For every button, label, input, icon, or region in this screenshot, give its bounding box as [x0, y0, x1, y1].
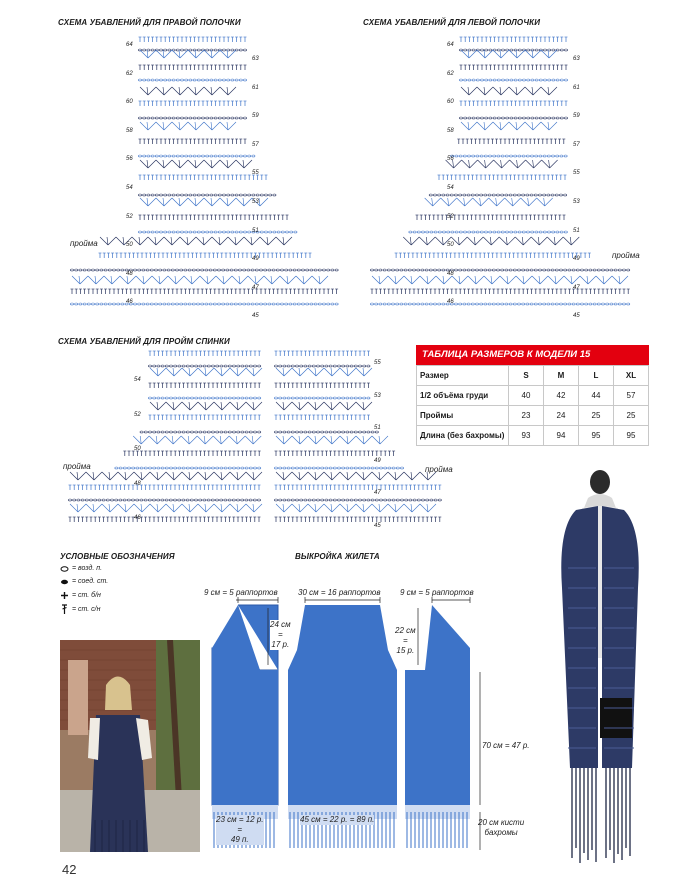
row-number: 63 — [573, 56, 580, 62]
row-number: 55 — [252, 170, 259, 177]
table-cell: 57 — [614, 386, 649, 406]
size-table-header: Размер — [417, 366, 509, 386]
size-table-header: S — [509, 366, 544, 386]
row-number: 53 — [573, 199, 580, 205]
size-table-header: M — [544, 366, 579, 386]
body-length-label: 70 см = 47 р. — [482, 741, 530, 750]
row-number: 48 — [447, 270, 454, 277]
legend-text: = ст. б/н — [72, 592, 101, 599]
page-number: 42 — [62, 862, 77, 877]
left-front-heading: СХЕМА УБАВЛЕНИЙ ДЛЯ ЛЕВОЙ ПОЛОЧКИ — [363, 18, 541, 27]
back-heading: СХЕМА УБАВЛЕНИЙ ДЛЯ ПРОЙМ СПИНКИ — [58, 337, 230, 346]
table-cell: 93 — [509, 426, 544, 446]
back-bottom-label: 45 см = 22 р. = 89 п. — [300, 815, 375, 824]
table-cell: 1/2 объёма груди — [417, 386, 509, 406]
armhole-right-label: 22 см = 15 р. — [395, 626, 416, 655]
row-number: 46 — [447, 299, 454, 306]
legend-text: = соед. ст. — [72, 578, 109, 585]
row-number: 63 — [252, 56, 259, 62]
row-number: 51 — [573, 227, 580, 234]
row-number: 61 — [573, 84, 580, 91]
back-piece — [288, 605, 397, 812]
row-number: 45 — [252, 313, 259, 320]
row-number: 50 — [447, 242, 454, 249]
front-top-width-label: 9 см = 5 раппортов — [204, 588, 278, 597]
row-number: 54 — [126, 185, 133, 191]
row-number: 49 — [573, 256, 580, 263]
size-table-title: ТАБЛИЦА РАЗМЕРОВ К МОДЕЛИ 15 — [416, 345, 649, 365]
table-cell: 25 — [579, 406, 614, 426]
size-table-header: L — [579, 366, 614, 386]
row-number: 51 — [374, 425, 381, 431]
row-number: 52 — [134, 411, 141, 418]
front-bottom-label: 23 см = 12 р. = 49 п. — [216, 815, 264, 844]
row-number: 54 — [134, 377, 141, 383]
row-number: 46 — [134, 515, 141, 521]
row-number: 62 — [447, 70, 454, 77]
row-number: 53 — [252, 199, 259, 205]
row-number: 50 — [126, 242, 133, 249]
armhole-label-left-front: пройма — [612, 251, 640, 260]
row-number: 48 — [134, 480, 141, 487]
table-cell: 42 — [544, 386, 579, 406]
pattern-heading: ВЫКРОЙКА ЖИЛЕТА — [295, 552, 380, 561]
row-number: 58 — [447, 127, 454, 134]
row-number: 49 — [374, 457, 381, 464]
fringe-label: 20 см кисти бахромы — [478, 818, 525, 837]
row-number: 61 — [252, 84, 259, 91]
armhole-label-right-front: пройма — [70, 239, 98, 248]
row-number: 45 — [573, 313, 580, 320]
table-cell: 94 — [544, 426, 579, 446]
row-number: 46 — [126, 299, 133, 306]
table-cell: 23 — [509, 406, 544, 426]
legend-heading: УСЛОВНЫЕ ОБОЗНАЧЕНИЯ — [60, 552, 175, 561]
table-cell: 40 — [509, 386, 544, 406]
row-number: 56 — [447, 156, 454, 163]
row-number: 45 — [374, 522, 381, 529]
row-number: 49 — [252, 256, 259, 263]
armhole-left-label: 24 см = 17 р. — [270, 620, 291, 649]
row-number: 53 — [374, 392, 381, 399]
table-cell: 95 — [579, 426, 614, 446]
table-cell: 24 — [544, 406, 579, 426]
row-number: 57 — [573, 141, 580, 148]
back-top-width-label: 30 см = 16 раппортов — [298, 588, 381, 597]
row-number: 47 — [374, 490, 381, 496]
row-number: 59 — [252, 113, 259, 120]
row-number: 52 — [126, 213, 133, 220]
table-cell: Длина (без бахромы) — [417, 426, 509, 446]
row-number: 59 — [573, 113, 580, 120]
row-number: 62 — [126, 70, 133, 77]
armhole-label-back-right: пройма — [425, 465, 453, 474]
table-cell: Проймы — [417, 406, 509, 426]
model-photo — [60, 640, 200, 852]
mannequin-photo — [540, 468, 660, 868]
table-cell: 25 — [614, 406, 649, 426]
row-number: 54 — [447, 185, 454, 191]
row-number: 47 — [573, 284, 580, 291]
row-number: 48 — [126, 270, 133, 277]
legend-text: = возд. п. — [72, 565, 103, 572]
size-table-header: XL — [614, 366, 649, 386]
row-number: 58 — [126, 127, 133, 134]
armhole-label-back-left: пройма — [63, 462, 91, 471]
legend-text: = ст. с/н — [72, 606, 101, 613]
row-number: 60 — [447, 99, 454, 106]
row-number: 60 — [126, 99, 133, 106]
row-number: 47 — [252, 284, 259, 291]
row-number: 50 — [134, 446, 141, 452]
row-number: 51 — [252, 227, 259, 234]
row-number: 55 — [374, 360, 381, 366]
right-front-heading: СХЕМА УБАВЛЕНИЙ ДЛЯ ПРАВОЙ ПОЛОЧКИ — [58, 18, 241, 27]
table-cell: 44 — [579, 386, 614, 406]
row-number: 52 — [447, 213, 454, 220]
row-number: 64 — [447, 42, 454, 48]
table-cell: 95 — [614, 426, 649, 446]
row-number: 56 — [126, 156, 133, 163]
row-number: 55 — [573, 170, 580, 177]
row-number: 64 — [126, 42, 133, 48]
row-number: 57 — [252, 141, 259, 148]
front-top-width-right-label: 9 см = 5 раппортов — [400, 588, 474, 597]
